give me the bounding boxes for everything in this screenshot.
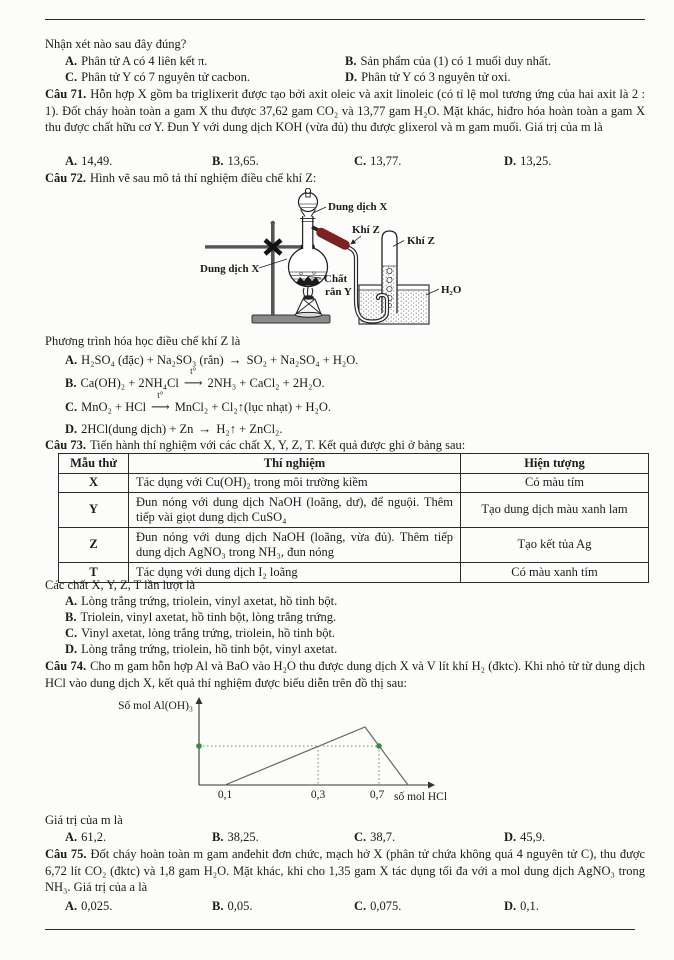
q75-option-a: A. 0,025. [65,899,113,913]
q72-equation-d: D. 2HCl(dung dịch) + Zn → H₂↑ + ZnCl₂. [65,421,283,436]
q74-option-b: B. 38,25. [212,830,259,844]
marker-yaxis [196,743,202,749]
q70-option-a: A. Phân tử A có 4 liên kết π. [65,54,208,68]
q73-option-b: B. Triolein, vinyl axetat, hồ tinh bột, lòng trắng trứng. [65,610,337,624]
q75-option-d: D. 0,1. [504,899,539,913]
q73-option-d: D. Lòng trắng trứng, triolein, hồ tinh bột, vinyl axetat. [65,642,338,656]
q74-option-d: D. 45,9. [504,830,546,844]
dashed-guides [199,746,379,785]
table-row: X Tác dụng với Cu(OH)₂ trong môi trường kiềm Có màu tím [59,473,649,493]
q73-option-c: C. Vinyl axetat, lòng trắng trứng, triolein, hồ tinh bột. [65,626,336,640]
q71-option-a: A. 14,49. [65,154,113,168]
q73-stem: Câu 73. Tiến hành thí nghiệm với các chất X, Y, Z, T. Kết quả được ghi ở bảng sau: [45,438,466,452]
rubber-tube [321,233,345,246]
label-solution-x-flask: Dung dịch X [200,263,260,275]
tick-0-3: 0,3 [310,789,326,801]
label-gas-z-top: Khí Z [352,224,380,236]
x-axis-arrow [428,782,435,789]
q75-option-b: B. 0,05. [212,899,253,913]
col-header-experiment: Thí nghiệm [129,454,461,474]
q70-option-c: C. Phân tử Y có 7 nguyên tử cacbon. [65,70,250,84]
label-water: H₂O [441,284,462,296]
q71-answers [45,153,665,169]
q75-answers [45,898,665,914]
stopper [305,188,310,193]
q70-options-row2 [45,69,665,85]
q72-stem: Câu 72. Hình vẽ sau mô tả thí nghiệm điều chế khí Z: [45,171,317,185]
q74-followup: Giá trị của m là [45,813,123,827]
q72-apparatus-diagram [185,188,515,338]
y-axis-arrow [196,697,203,704]
q75-stem: Câu 75. Đốt cháy hoàn toàn m gam anđehit đơn chức, mạch hở X (phân tử chứa không quá 4 nguyên tử C), thu được 6,72 lít CO₂ (đktc) và 1,8 gam H₂O. Mặt khác, khi cho 1,35 gam X tác dụng tối đa với a mol dung dịch AgNO₃ trong NH₃. Giá trị của a là [45,847,646,894]
q74-stem: Câu 74. Cho m gam hỗn hợp Al và BaO vào H₂O thu được dung dịch X và V lít khí H₂ (đktc). Khi nhỏ từ từ dung dịch HCl vào dung dịch X, kết quả thí nghiệm được biểu diễn trên đồ thị sau: [45,659,646,690]
marker-x07 [376,743,382,749]
q74-option-a: A. 61,2. [65,830,107,844]
reaction-arrow: t° ⟶ [151,389,170,414]
precipitate-curve [225,727,408,785]
q74-option-c: C. 38,7. [354,830,396,844]
q74-answers [45,829,665,845]
q72-equation-b: B. Ca(OH)₂ + 2NH₄Cl t° ⟶ 2NH₃ + CaCl₂ + 2H₂O. [65,365,325,390]
q70-option-d: D. Phân tử Y có 3 nguyên tử oxi. [345,70,511,84]
q70-option-b: B. Sản phẩm của (1) có 1 muối duy nhất. [345,54,552,68]
table-header-row [59,454,649,474]
q72-equation-a: A. H₂SO₄ (đặc) + Na₂SO₃ (rắn) → SO₂ + Na₂SO₄ + H₂O. [65,352,359,367]
q73-table [58,453,649,583]
col-header-sample: Mẫu thử [59,454,129,474]
q70-stem: Nhận xét nào sau đây đúng? [45,37,187,51]
top-rule [45,19,645,20]
q70-options-row1 [45,53,665,69]
bottom-rule [45,929,635,930]
q72-equation-c: C. MnO₂ + HCl t° ⟶ MnCl₂ + Cl₂↑(lục nhạt) + H₂O. [65,389,332,414]
tick-0-1: 0,1 [217,789,233,801]
label-solid-y-line2: rắn Y [325,286,352,298]
x-axis-label: số mol HCl [394,791,448,803]
reaction-arrow: → [228,352,242,367]
q73-followup: Các chất X, Y, Z, T lần lượt là [45,578,196,592]
reaction-arrow: t° ⟶ [183,365,203,390]
gas-collection-tube [382,231,397,313]
leader-lines [259,207,439,295]
tick-0-7: 0,7 [369,789,385,801]
q71-option-b: B. 13,65. [212,154,259,168]
table-row: Z Đun nóng với dung dịch NaOH (loãng, vừa đủ). Thêm tiếp dung dịch AgNO₃ trong NH₃, đun nóng Tạo kết tủa Ag [59,528,649,563]
label-solid-y-line1: Chất [324,273,348,285]
round-bottom-flask [288,216,328,287]
table-row: Y Đun nóng với dung dịch NaOH (loãng, dư), để nguội. Thêm tiếp vài giọt dung dịch CuSO₄ Tạo dung dịch màu xanh lam [59,493,649,528]
q73-table-wrap [58,453,650,583]
label-solution-x-top: Dung dịch X [328,201,388,213]
q75-option-c: C. 0,075. [354,899,402,913]
q71-stem: Câu 71. Hỗn hợp X gồm ba triglixerit được tạo bởi axit oleic và axit linoleic (có tỉ lệ mol tương ứng của hai axit là 2 : 1). Đốt cháy hoàn toàn a gam X thu được 37,62 gam CO₂ và 13,77 gam H₂O. Mặt khác, hiđro hóa hoàn toàn a gam X thu được chất hữu cơ Y. Đun Y với dung dịch KOH (vừa đủ) thu được glixerol và m gam muối. Giá trị của m là [45,87,645,134]
q71-option-c: C. 13,77. [354,154,402,168]
q72-eq-intro: Phương trình hóa học điều chế khí Z là [45,334,241,348]
burner [295,287,322,317]
col-header-result: Hiện tượng [461,454,649,474]
label-gas-z-tube: Khí Z [407,235,435,247]
q73-option-a: A. Lòng trắng trứng, triolein, vinyl axetat, hồ tinh bột. [65,594,338,608]
y-axis-label: Số mol Al(OH)₃ [118,700,193,712]
axes [199,702,430,785]
q71-option-d: D. 13,25. [504,154,552,168]
reaction-arrow: → [198,421,212,436]
table-row: T Tác dụng với dung dịch I₂ loãng Có màu xanh tím [59,563,649,583]
q74-graph [60,694,490,812]
